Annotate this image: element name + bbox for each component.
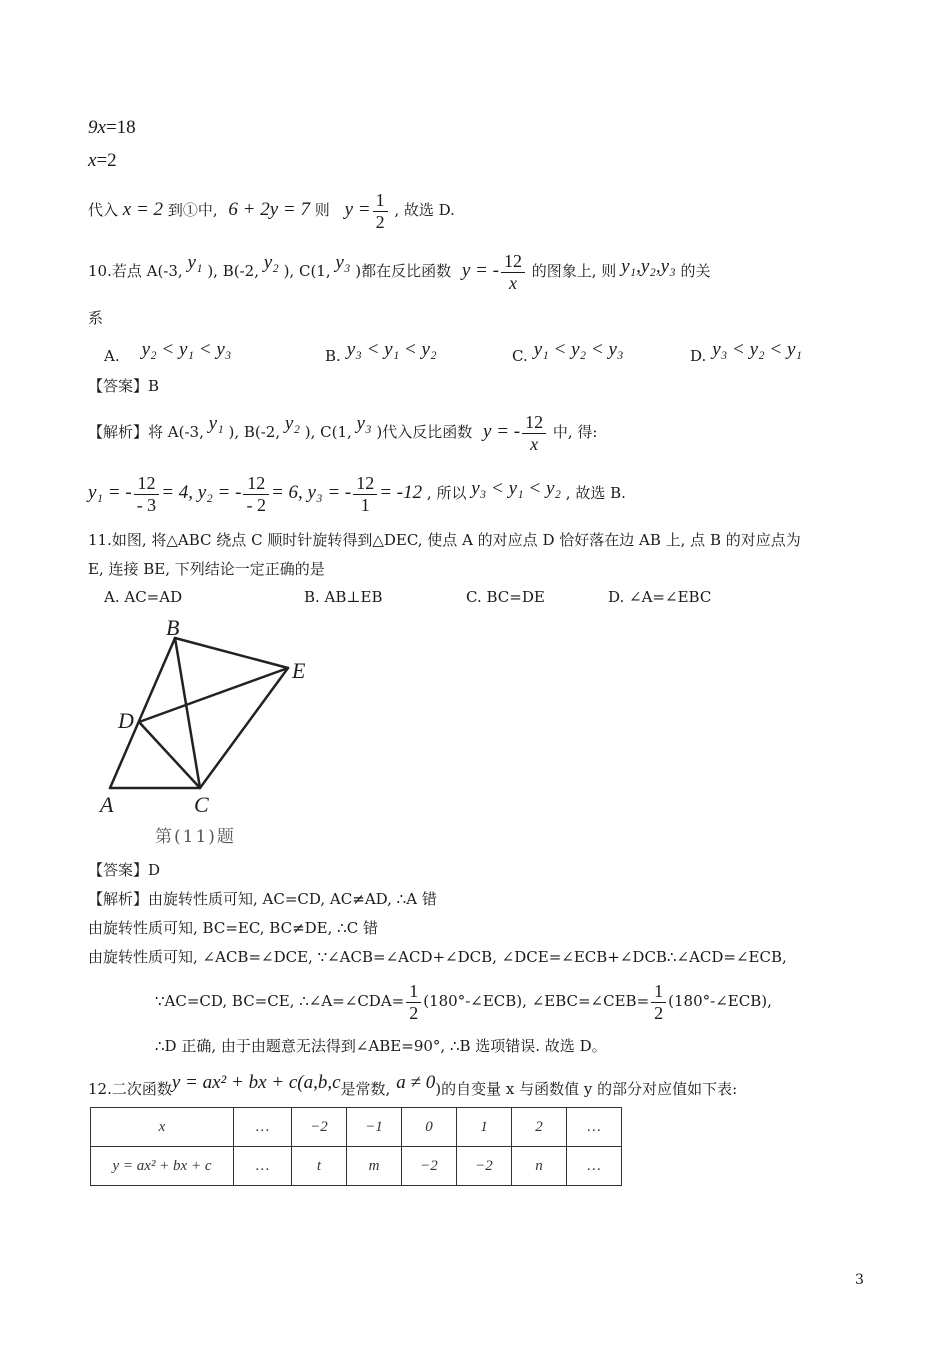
q11-answer-tag: 【答案】 — [88, 861, 149, 879]
sub-eq: 6 + 2y = 7 — [228, 199, 310, 220]
table-cell: 2 — [512, 1108, 567, 1147]
edge-de — [139, 668, 288, 722]
q10-an-c: ), C(1, — [304, 423, 352, 441]
q10-an-fn-lhs: y = - — [483, 421, 521, 442]
q10-y3: y₃ — [335, 252, 351, 273]
fraction-half: $\frac{1}{2}$ — [373, 190, 388, 233]
table-row-y — [91, 1147, 622, 1186]
edge-ec — [200, 668, 288, 788]
calc-so: , 所以 — [426, 484, 467, 502]
sub-text-1: 代入 — [88, 201, 119, 219]
q12-condition: a ≠ 0 — [396, 1072, 436, 1093]
table-cell: … — [234, 1147, 292, 1186]
table-cell: … — [567, 1147, 622, 1186]
q11-option-d[interactable]: D. ∠A=∠EBC — [608, 588, 712, 606]
q10-option-b[interactable] — [325, 339, 437, 367]
q10-text-f: 的关 — [680, 262, 711, 280]
table-cell: t — [292, 1147, 347, 1186]
calc-m2: = 6, y₃ = - — [270, 482, 352, 503]
calc-order: y₃ < y₁ < y₂ — [471, 478, 561, 499]
table-cell: −2 — [457, 1147, 512, 1186]
table-cell: … — [567, 1108, 622, 1147]
calc-end: , 故选 B. — [565, 484, 626, 502]
q10-ys: y₁,y₂,y₃ — [621, 256, 676, 277]
q11-an4-frac-2: $\frac{1}{2}$ — [651, 981, 666, 1024]
label-a: A — [100, 792, 114, 817]
q11-option-a[interactable]: A. AC=AD — [104, 588, 183, 606]
table-cell: x — [91, 1108, 234, 1147]
q10-y2: y₂ — [263, 252, 279, 273]
q12-text-a: 12.二次函数 — [88, 1080, 172, 1098]
q11-analysis-5: ∴D 正确, 由于由题意无法得到∠ABE=90°, ∴B 选项错误. 故选 D。 — [155, 1037, 607, 1055]
q11-line-2: E, 连接 BE, 下列结论一定正确的是 — [88, 560, 325, 578]
q10-fn-fraction: $\frac{12}{x}$ — [501, 251, 525, 294]
table-cell: y = ax² + bx + c — [91, 1147, 234, 1186]
calc-m1: = 4, y₂ = - — [161, 482, 242, 503]
q11-analysis-3: 由旋转性质可知, ∠ACB=∠DCE, ∵∠ACB=∠ACD+∠DCB, ∠DCE=∠ECB+∠DCB∴∠ACD=∠ECB, — [88, 948, 787, 966]
q10-answer — [88, 376, 159, 396]
q10-option-c-letter: C. — [512, 347, 528, 365]
label-e: E — [292, 658, 306, 683]
q10-y1: y₁ — [187, 252, 203, 273]
q10-option-a[interactable] — [104, 339, 232, 367]
sub-x-eq: x = 2 — [122, 199, 164, 220]
q10-an-y3: y₃ — [356, 413, 372, 434]
q10-an-b: ), B(-2, — [228, 423, 281, 441]
equation-9x-rhs: =18 — [105, 117, 136, 138]
q11-an4b: (180°-∠ECB), ∠EBC=∠CEB= — [423, 992, 650, 1010]
q10-option-a-expr: y₂ < y₁ < y₃ — [141, 339, 232, 360]
q11-an1: 由旋转性质可知, AC=CD, AC≠AD, ∴A 错 — [148, 890, 437, 908]
q10-an-y1: y₁ — [208, 413, 224, 434]
calc-frac-3: $\frac{12}{1}$ — [353, 473, 377, 516]
q11-answer-value: D — [148, 861, 161, 879]
calc-y1: y₁ = - — [88, 482, 132, 503]
calc-frac-1: $\frac{12}{- 3}$ — [134, 473, 160, 516]
table-cell: −1 — [347, 1108, 402, 1147]
calc-m3: = -12 — [379, 482, 423, 503]
label-c: C — [194, 792, 209, 817]
sub-y-eq: y = — [344, 199, 371, 220]
q10-option-c-expr: y₁ < y₂ < y₃ — [533, 339, 624, 360]
q10-text-e: 的图象上, 则 — [531, 262, 617, 280]
q10-option-d[interactable] — [690, 339, 803, 367]
q11-analysis-1 — [88, 889, 437, 909]
figure-caption: 第(11)题 — [155, 827, 236, 847]
q11-option-b[interactable]: B. AB⊥EB — [304, 588, 383, 606]
q10-option-d-letter: D. — [690, 347, 707, 365]
q11-analysis-4 — [155, 978, 772, 1024]
q10-option-c[interactable] — [512, 339, 624, 367]
q10-option-a-letter: A. — [104, 347, 120, 365]
q10-an-a: 将 A(-3, — [148, 423, 204, 441]
equation-x: x — [88, 150, 97, 171]
q10-option-d-expr: y₃ < y₂ < y₁ — [712, 339, 803, 360]
q10-answer-value: B — [148, 377, 160, 395]
label-b: B — [166, 615, 180, 640]
q10-an-e: 中, 得: — [552, 423, 598, 441]
page-number: 3 — [855, 1272, 864, 1288]
q12-value-table — [90, 1107, 622, 1186]
equation-9x: 9x — [88, 117, 106, 138]
q11-analysis-2: 由旋转性质可知, BC=EC, BC≠DE, ∴C 错 — [88, 919, 378, 937]
q10-an-d: )代入反比函数 — [376, 423, 473, 441]
table-cell: … — [234, 1108, 292, 1147]
q12-text-c: )的自变量 x 与函数值 y 的部分对应值如下表: — [435, 1080, 738, 1098]
equation-x-rhs: =2 — [96, 150, 117, 171]
table-cell: m — [347, 1147, 402, 1186]
q11-an4c: (180°-∠ECB), — [668, 992, 772, 1010]
label-d: D — [118, 708, 134, 733]
q10-text-c: ), C(1, — [283, 262, 331, 280]
table-cell: 0 — [402, 1108, 457, 1147]
q10-text-a: 10.若点 A(-3, — [88, 262, 183, 280]
sub-text-3: 则 — [314, 201, 330, 219]
q10-fn-lhs: y = - — [461, 260, 499, 281]
q10-text-d: )都在反比函数 — [355, 262, 452, 280]
q11-analysis-tag: 【解析】 — [88, 890, 149, 908]
q10-an-y2: y₂ — [284, 413, 300, 434]
q10-option-b-expr: y₃ < y₁ < y₂ — [346, 339, 437, 360]
table-cell: 1 — [457, 1108, 512, 1147]
q11-figure — [90, 610, 350, 850]
q11-option-c[interactable]: C. BC=DE — [466, 588, 545, 606]
q10-answer-tag: 【答案】 — [88, 377, 149, 395]
q12-text-b: 是常数, — [340, 1080, 391, 1098]
q11-an4a: ∵AC=CD, BC=CE, ∴∠A=∠CDA= — [155, 992, 405, 1010]
q12-function: y = ax² + bx + c(a,b,c — [171, 1072, 341, 1093]
q10-text-g: 系 — [88, 309, 104, 327]
sub-text-4: , 故选 D. — [394, 201, 455, 219]
q11-line-1: 11.如图, 将△ABC 绕点 C 顺时针旋转得到△DEC, 使点 A 的对应点 D 恰好落在边 AB 上, 点 B 的对应点为 — [88, 531, 801, 549]
q10-text-b: ), B(-2, — [207, 262, 259, 280]
q11-answer — [88, 860, 160, 880]
table-cell: −2 — [292, 1108, 347, 1147]
edge-be — [175, 638, 288, 668]
q10-an-fn-fraction: $\frac{12}{x}$ — [522, 412, 546, 455]
table-row-x — [91, 1108, 622, 1147]
table-cell: −2 — [402, 1147, 457, 1186]
q10-analysis-tag: 【解析】 — [88, 423, 149, 441]
calc-frac-2: $\frac{12}{- 2}$ — [243, 473, 269, 516]
table-cell: n — [512, 1147, 567, 1186]
q10-calculation — [88, 470, 626, 516]
q12-line — [88, 1074, 737, 1104]
sub-text-2: 到①中, — [167, 201, 218, 219]
q10-option-b-letter: B. — [325, 347, 341, 365]
q11-an4-frac-1: $\frac{1}{2}$ — [406, 981, 421, 1024]
